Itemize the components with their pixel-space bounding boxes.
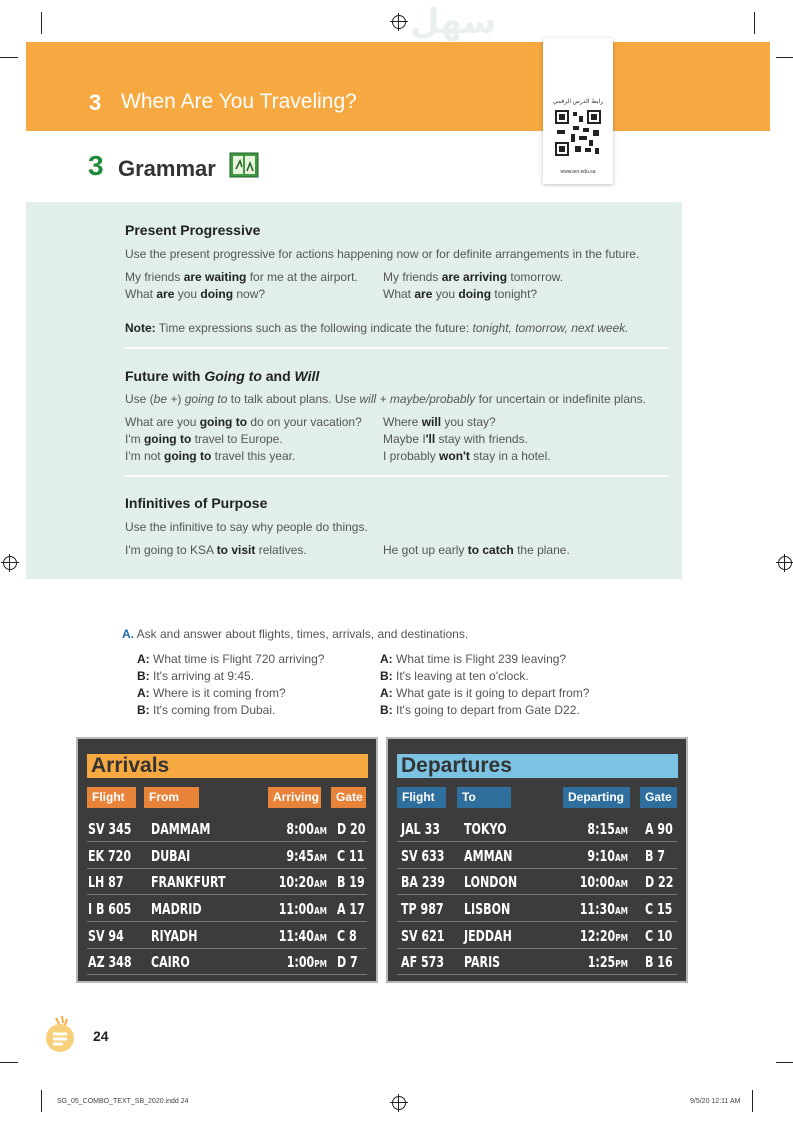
departures-place: JEDDAH: [464, 927, 512, 945]
grammar-book-icon: [228, 149, 260, 181]
arrivals-gate: C 8: [337, 927, 357, 945]
unit-header-band: [26, 42, 770, 131]
board-row-divider: [397, 894, 677, 895]
departures-flight: BA 239: [401, 873, 445, 891]
arrivals-col-flight: Flight: [87, 787, 136, 808]
future-example: I'm not going to travel this year.: [125, 449, 296, 463]
arrivals-col-from: From: [144, 787, 199, 808]
future-example: I'm going to travel to Europe.: [125, 432, 283, 446]
departures-place: AMMAN: [464, 847, 513, 865]
future-example: Maybe I'll stay with friends.: [383, 432, 528, 446]
future-example: I probably won't stay in a hotel.: [383, 449, 551, 463]
arrivals-gate: B 19: [337, 873, 365, 891]
arrivals-flight: SV 94: [88, 927, 124, 945]
pp-example: What are you doing now?: [125, 287, 266, 301]
arrivals-place: DUBAI: [151, 847, 191, 865]
departures-title: Departures: [397, 754, 678, 778]
registration-mark-right: [778, 556, 792, 570]
arrivals-gate: A 17: [337, 900, 365, 918]
pp-example: What are you doing tonight?: [383, 287, 538, 301]
unit-number: 3: [89, 90, 102, 115]
infinitives-heading: Infinitives of Purpose: [125, 495, 268, 511]
departures-col-flight: Flight: [397, 787, 446, 808]
sahel-logo-icon: [44, 1012, 76, 1056]
departures-time: 8:15AM: [587, 820, 628, 838]
departures-gate: B 16: [645, 953, 673, 971]
departures-time: 12:20PM: [580, 927, 628, 945]
departures-board: [386, 737, 688, 983]
board-row-divider: [87, 894, 367, 895]
registration-mark-bottom: [392, 1096, 406, 1110]
infinitives-rule: Use the infinitive to say why people do things.: [125, 520, 368, 534]
departures-gate: A 90: [645, 820, 673, 838]
dialogue-line: B: It's arriving at 9:45.: [137, 669, 255, 683]
arrivals-time: 10:20AM: [278, 873, 327, 891]
departures-flight: TP 987: [401, 900, 444, 918]
infinitives-example: I'm going to KSA to visit relatives.: [125, 543, 307, 557]
departures-gate: C 10: [645, 927, 673, 945]
pp-note: Note: Time expressions such as the following indicate the future: tonight, tomorrow, next week.: [125, 321, 629, 335]
arrivals-place: MADRID: [151, 900, 202, 918]
arrivals-gate: D 7: [337, 953, 358, 971]
board-row-divider: [397, 974, 677, 975]
arrivals-flight: LH 87: [88, 873, 124, 891]
exercise-instruction: A. Ask and answer about flights, times, arrivals, and destinations.: [122, 627, 469, 641]
arrivals-time: 8:00AM: [286, 820, 327, 838]
arrivals-gate: D 20: [337, 820, 366, 838]
divider: [125, 475, 668, 477]
departures-col-departing: Departing: [563, 787, 630, 808]
unit-title: When Are You Traveling?: [121, 90, 357, 113]
dialogue-line: B: It's coming from Dubai.: [137, 703, 276, 717]
departures-col-to: To: [457, 787, 511, 808]
divider: [125, 347, 668, 349]
dialogue-line: A: What time is Flight 720 arriving?: [137, 652, 325, 666]
departures-flight: SV 633: [401, 847, 445, 865]
departures-place: PARIS: [464, 953, 501, 971]
arrivals-flight: SV 345: [88, 820, 132, 838]
section-number: 3: [88, 150, 104, 181]
registration-mark-left: [3, 556, 17, 570]
arrivals-col-gate: Gate: [331, 787, 366, 808]
arrivals-place: RIYADH: [151, 927, 198, 945]
dialogue-line: A: What time is Flight 239 leaving?: [380, 652, 567, 666]
qr-code-icon[interactable]: [555, 110, 601, 156]
board-row-divider: [87, 841, 367, 842]
arrivals-title: Arrivals: [87, 754, 368, 778]
future-heading: Future with Going to and Will: [125, 368, 320, 384]
watermark-logo: سهل: [410, 3, 497, 41]
departures-col-gate: Gate: [640, 787, 677, 808]
arrivals-place: DAMMAM: [151, 820, 211, 838]
qr-caption: رابط الدرس الرقمي: [552, 99, 604, 105]
footer-file: SG_05_COMBO_TEXT_SB_2020.indd 24: [57, 1098, 189, 1105]
pp-example: My friends are waiting for me at the airport.: [125, 270, 358, 284]
arrivals-board: [76, 737, 378, 983]
departures-place: TOKYO: [464, 820, 507, 838]
departures-time: 1:25PM: [587, 953, 628, 971]
board-row-divider: [87, 868, 367, 869]
arrivals-time: 11:40AM: [278, 927, 327, 945]
board-row-divider: [397, 868, 677, 869]
dialogue-line: B: It's going to depart from Gate D22.: [380, 703, 580, 717]
departures-time: 10:00AM: [579, 873, 628, 891]
departures-time: 9:10AM: [587, 847, 628, 865]
dialogue-line: B: It's leaving at ten o'clock.: [380, 669, 529, 683]
board-row-divider: [397, 921, 677, 922]
board-row-divider: [87, 921, 367, 922]
arrivals-place: FRANKFURT: [151, 873, 226, 891]
arrivals-time: 1:00PM: [286, 953, 327, 971]
arrivals-col-arriving: Arriving: [268, 787, 321, 808]
departures-flight: SV 621: [401, 927, 445, 945]
dialogue-line: A: Where is it coming from?: [137, 686, 286, 700]
pp-example: My friends are arriving tomorrow.: [383, 270, 564, 284]
board-row-divider: [397, 948, 677, 949]
arrivals-flight: I B 605: [88, 900, 132, 918]
departures-gate: C 15: [645, 900, 673, 918]
footer-timestamp: 9/5/20 12:11 AM: [690, 1098, 741, 1105]
section-title: Grammar: [118, 156, 216, 181]
departures-place: LONDON: [464, 873, 518, 891]
page-number: 24: [93, 1028, 109, 1044]
future-example: Where will you stay?: [383, 415, 496, 429]
board-row-divider: [397, 841, 677, 842]
departures-gate: B 7: [645, 847, 665, 865]
departures-gate: D 22: [645, 873, 674, 891]
infinitives-example: He got up early to catch the plane.: [383, 543, 570, 557]
departures-flight: JAL 33: [401, 820, 440, 838]
dialogue-line: A: What gate is it going to depart from?: [380, 686, 590, 700]
arrivals-time: 9:45AM: [286, 847, 327, 865]
board-row-divider: [87, 948, 367, 949]
departures-place: LISBON: [464, 900, 511, 918]
arrivals-flight: EK 720: [88, 847, 132, 865]
future-example: What are you going to do on your vacation?: [125, 415, 362, 429]
arrivals-gate: C 11: [337, 847, 365, 865]
qr-url[interactable]: www.ien.edu.sa: [560, 169, 596, 175]
departures-time: 11:30AM: [579, 900, 628, 918]
future-rule: Use (be +) going to to talk about plans. Use will + maybe/probably for uncertain or indefinite plans.: [125, 392, 646, 406]
arrivals-flight: AZ 348: [88, 953, 132, 971]
arrivals-place: CAIRO: [151, 953, 190, 971]
board-row-divider: [87, 974, 367, 975]
present-progressive-rule: Use the present progressive for actions happening now or for definite arrangements in the future.: [125, 247, 640, 261]
registration-mark-top: [392, 15, 406, 29]
departures-flight: AF 573: [401, 953, 445, 971]
arrivals-time: 11:00AM: [278, 900, 327, 918]
present-progressive-heading: Present Progressive: [125, 222, 261, 238]
